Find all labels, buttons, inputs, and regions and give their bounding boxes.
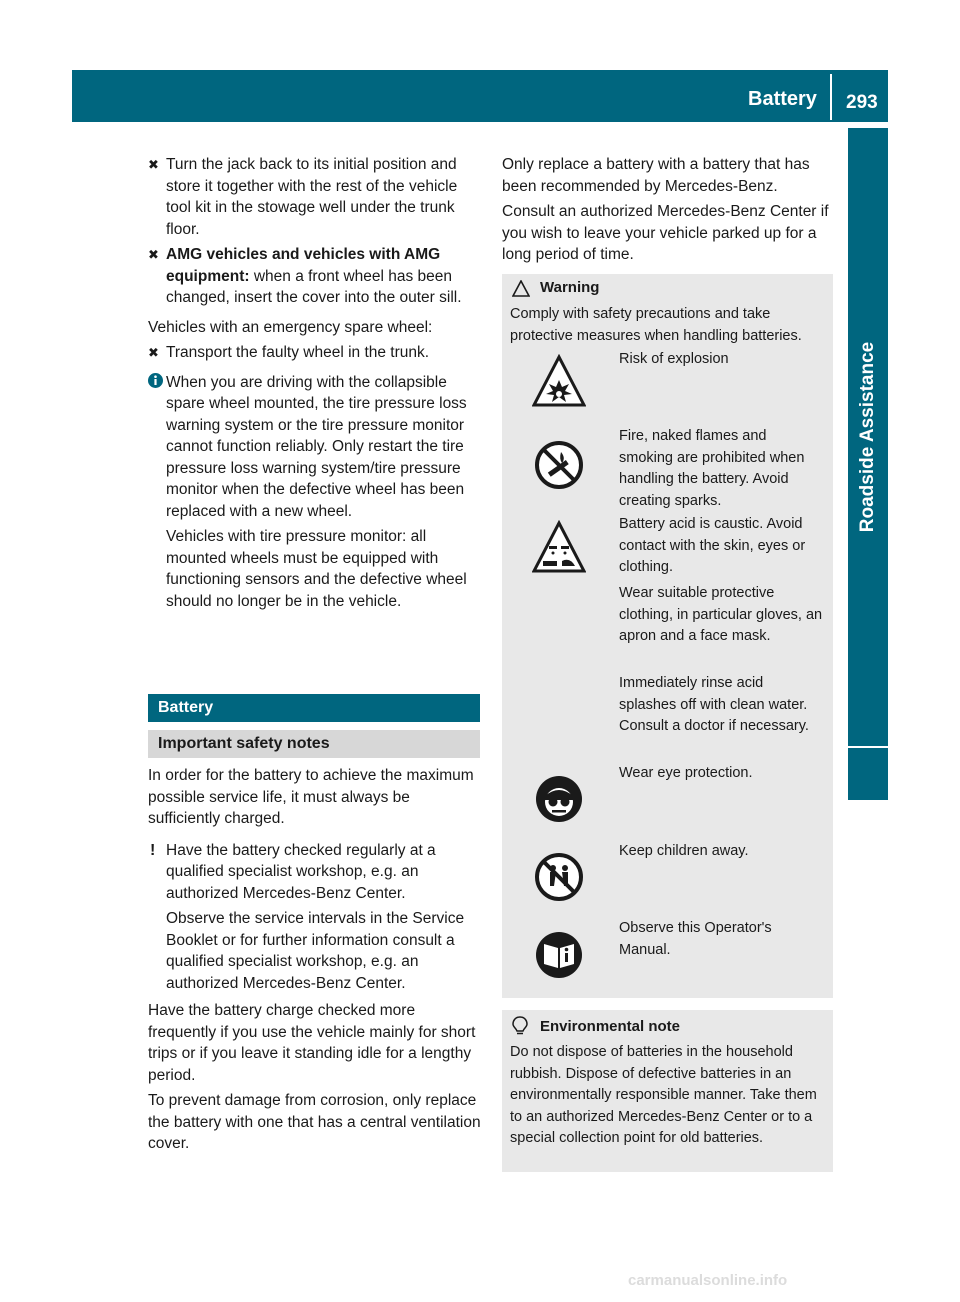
warning-box [502,274,833,998]
footer-watermark: carmanualsonline.info [628,1272,788,1289]
paragraph: In order for the battery to achieve the maximum possible service life, it must always be sufficiently charged. [148,767,474,827]
environmental-box [502,1010,833,1172]
step-arrow-icon: ✖ [148,247,159,262]
hazard-text: Risk of explosion [619,351,729,367]
caution-icon: ! [150,841,156,859]
lightbulb-icon [512,1016,528,1036]
instruction-step: ✖ Turn the jack back to its initial position and store it together with the rest of the vehicle tool kit in the stowage well under the trunk floor. [148,156,458,238]
paragraph: Only replace a battery with a battery that has been recommended by Mercedes-Benz. [502,156,810,195]
paragraph: To prevent damage from corrosion, only replace the battery with one that has a central ventilation cover. [148,1092,481,1152]
corrosive-warning-icon [532,520,586,574]
paragraph: Vehicles with an emergency spare wheel: [148,318,433,336]
warning-intro: Comply with safety precautions and take protective measures when handling batteries. [510,306,802,344]
side-tab-label: Roadside Assistance [857,341,878,533]
left-column-top [148,154,482,612]
eye-protection-icon [532,772,586,826]
step-arrow-icon: ✖ [148,345,159,360]
info-icon [148,373,163,388]
read-manual-icon [532,928,586,982]
paragraph: Have the battery charge checked more frequently if you use the vehicle mainly for short trips or if you leave it standing idle for a lengthy period. [148,1002,476,1084]
section-heading: Battery [148,694,480,722]
info-note [148,372,482,613]
info-note-text: When you are driving with the collapsible spare wheel mounted, the tire pressure loss warning system or the tire pressure monitor cannot function reliably. Only restart the tire pressure loss warning system/tire pressure monitor when the defective wheel has been replaced with a new wheel. [166,373,467,520]
hazard-text: Wear eye protection. [619,765,753,781]
hazard-text: Keep children away. [619,843,749,859]
instruction-step: ✖ AMG vehicles and vehicles with AMG equipment: when a front wheel has been changed, insert the cover into the outer sill. [148,246,462,306]
side-tab-marker [848,748,888,800]
instruction-step: ✖ Transport the faulty wheel in the trunk. [148,342,482,364]
no-fire-icon [532,438,586,492]
info-note-text: Vehicles with tire pressure monitor: all mounted wheels must be equipped with functioning sensors and the defective wheel should no longer be in the vehicle. [166,528,467,610]
left-column-bottom [148,765,482,1155]
warning-triangle-icon [512,280,530,297]
caution-note-text: Observe the service intervals in the Service Booklet or for further information consult a qualified specialist workshop, e.g. an authorized Mercedes-Benz Center. [166,910,465,992]
page-number: 293 [846,92,878,113]
keep-children-away-icon [532,850,586,904]
caution-note-text: Have the battery checked regularly at a qualified specialist workshop, e.g. an authorized Mercedes-Benz Center. [166,841,436,902]
hazard-text: Immediately rinse acid splashes off with clean water. Consult a doctor if necessary. [619,675,809,734]
step-arrow-icon: ✖ [148,157,159,172]
environmental-title: Environmental note [540,1018,681,1035]
paragraph: Consult an authorized Mercedes-Benz Center if you wish to leave your vehicle parked up for a long period of time. [502,203,829,263]
right-column-top [502,154,834,266]
hazard-text: Fire, naked flames and smoking are prohibited when handling the battery. Avoid creating sparks. [619,428,805,509]
hazard-text: Observe this Operator's Manual. [619,920,772,958]
explosion-warning-icon [532,354,586,408]
hazard-text: Wear suitable protective clothing, in particular gloves, an apron and a face mask. [619,585,823,644]
page-section-title: Battery [748,88,817,110]
header-divider [830,74,832,120]
hazard-text: Battery acid is caustic. Avoid contact with the skin, eyes or clothing. [619,516,806,575]
environmental-text: Do not dispose of batteries in the household rubbish. Dispose of defective batteries in an environmentally responsible manner. Take them to an authorized Mercedes-Benz Center or to a special collection point for old batteries. [510,1044,817,1146]
caution-note [148,840,482,995]
subsection-heading: Important safety notes [148,730,480,758]
warning-title: Warning [540,279,600,296]
side-tab-label-wrap [848,128,888,746]
